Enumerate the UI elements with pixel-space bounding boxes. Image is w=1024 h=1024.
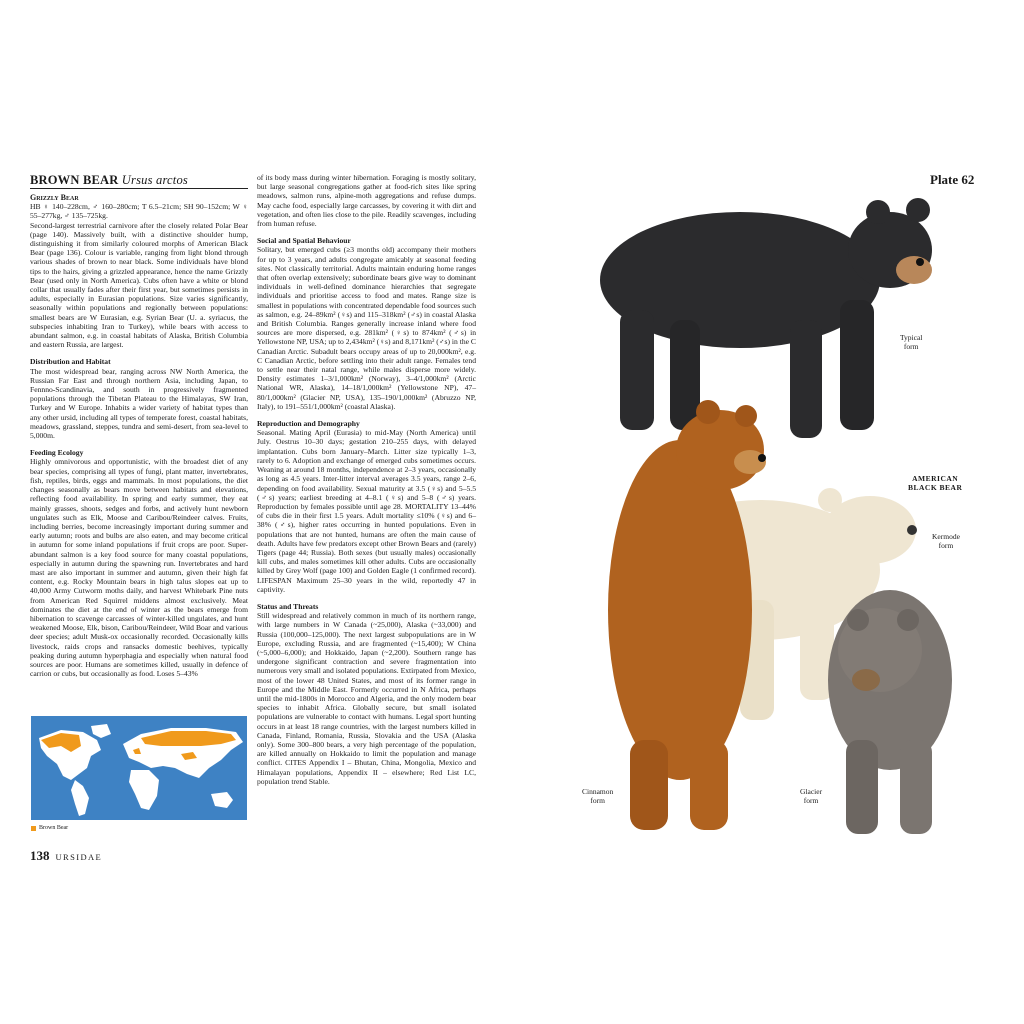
species-title: BROWN BEAR Ursus arctos bbox=[30, 173, 248, 189]
bear-illustrations bbox=[560, 180, 963, 840]
paragraph: Still widespread and relatively common in much of its northern range, with large numbers in W Canada (~25,000), Alaska (~33,000) and Russia (100,000–125,000). The next largest subpopulations are in W Europe, excluding Russia, and are fragmented (~15,400); W China (~5,000–6,000); and Hokkaido, Japan (~2,200). Southern range has undergone significant contraction and severe fragmentation into numerous very small and isolated populations. Extirpated from Mexico, most of the lower 48 United States, and most of its former range in Europe and the Middle East. Formerly occurred in N Africa, perhaps until the mid-1800s in Morocco and Algeria, and the only modern bear species to inhabit Africa. Globally secure, but small isolated populations are vulnerable to contact with humans. Legal sport hunting occurs in at least 18 range countries, with the largest numbers killed in Canada, Finland, Romania, Russia, Slovakia and the USA (Alaska only). Some 300–800 bears, a very high percentage of the population, are killed annually on Hokkaido to limit the population and manage conflict. CITES Appendix I – Bhutan, China, Mongolia, Mexico and Himalayan populations, Appendix II – elsewhere; Red List LC, population trend Stable. bbox=[257, 611, 476, 786]
caption-glacier-form: Glacier form bbox=[800, 787, 823, 805]
caption-cinnamon-form: Cinnamon form bbox=[582, 787, 614, 805]
text-column-left bbox=[30, 173, 248, 678]
section-heading: Reproduction and Demography bbox=[257, 419, 360, 429]
paragraph: of its body mass during winter hibernation. Foraging is mostly solitary, but large seasonal congregations gather at food-rich sites like spring meadows, salmon runs, alpine-moth aggregations and refuse dumps. May cache food, especially large carcasses, by covering it with dirt and vegetation, and often lies close to the pile. Readily scavenges, including from human refuse. bbox=[257, 173, 476, 229]
section-heading: Social and Spatial Behaviour bbox=[257, 236, 351, 246]
paragraph: HB ♀ 140–228cm, ♂ 160–280cm; T 6.5–21cm; SH 90–152cm; W ♀ 55–277kg, ♂ 135–725kg. bbox=[30, 202, 248, 221]
caption-typical-form: Typical form bbox=[900, 333, 923, 351]
black-bear-illustration bbox=[600, 198, 932, 438]
legend-label: Brown Bear bbox=[39, 825, 69, 831]
range-swatch bbox=[31, 826, 36, 831]
caption-kermode-form: Kermode form bbox=[932, 532, 960, 550]
plate-number: Plate 62 bbox=[930, 172, 975, 187]
species-label: AMERICAN BLACK BEAR bbox=[908, 474, 963, 492]
subheading: Grizzly Bear bbox=[30, 193, 79, 202]
glacier-bear-illustration bbox=[828, 590, 952, 834]
text-column-right bbox=[257, 173, 476, 786]
cinnamon-bear-illustration bbox=[608, 400, 766, 830]
distribution-map bbox=[31, 716, 247, 820]
section-heading: Feeding Ecology bbox=[30, 448, 84, 458]
section-heading: Status and Threats bbox=[257, 601, 319, 611]
paragraph: Seasonal. Mating April (Eurasia) to mid-May (North America) until July. Oestrus 10–30 days; gestation 210–255 days, with delayed implantation. Cubs born January–March. Litter size typically 1–3, rarely to 6. Adoption and exchange of emerged cubs sometimes occurs. Weaning at around 18 months, independence at 2–3 years, occasionally as long as 4.5 years. Inter-litter interval averages 3.5 years, range 2–6, depending on food availability. Sexual maturity at 3.5 (♀s) and 5–5.5 (♂s) years; earliest breeding at 4–8.1 (♀s) and 5–8 (♂s) years. Reproduction by females possible until age 28. MORTALITY 13–44% of cubs die in their first 1.5 years. Adult mortality ≤10% (♀s) and 6–38% (♂s), higher rates occurring in hunted populations. Even in populations that are not hunted, humans are often the main cause of death. Adults have few predators except other Brown Bears and (rarely) Tigers (page 44; Russia). Both sexes (but usually males) occasionally kill cubs, and males sometimes kill other adults. Cubs are occasionally killed by Grey Wolf (page 100) and Golden Eagle (1 confirmed record). LIFESPAN Maximum 25–30 years in the wild, reportedly 47 in captivity. bbox=[257, 428, 476, 594]
paragraph: The most widespread bear, ranging across NW North America, the Russian Far East and through northern Asia, including Japan, to Fennno-Scandinavia, and south in progressively fragmented populations through the Tibetan Plateau to the Himalayas, SW Iran, Turkey and W Europe. Inhabits a wider variety of habitat types than any other ursid, including all types of temperate forest, coastal habitats, meadows, grassland, steppes, tundra and semi-desert, from sea-level to 5,000m. bbox=[30, 366, 248, 441]
paragraph: Highly omnivorous and opportunistic, with the broadest diet of any bear species, comprising all types of fungi, plant matter, invertebrates, fish, reptiles, birds, eggs and mammals. In most populations, the diet changes seasonally as bears move between habitats and elevations, reflecting food availability. In spring and early summer, they eat mainly grasses, shoots, sedges and forbs, and actively hunt newborn ungulates such as Elk, Moose and Caribou/Reindeer calves. Fruits, including berries, become increasingly important during summer and early autumn; roots and bulbs are also eaten, and may become critical in autumn for some inland populations if fruit crops are poor. Super-abundant salmon is a key food source for many coastal populations, especially in autumn during the spawning run. Invertebrates and hard mast are also important in summer and autumn, given their high fat content, e.g. Rocky Mountain bears in high talus slopes eat up to 40,000 Army Cutworm moths daily, and harvest Whitebark Pine nuts from American Red Squirrel middens almost exclusively. Meat dominates the diet at the end of winter as the bears emerge from hibernation to scavenge carcasses of winter-killed ungulates, and hunt weakened Moose, Elk, bison, Caribou/Reindeer, Wild Boar and various deer species; adult Musk-ox occasionally recorded. Occasionally kills livestock, raids crops and ransacks domestic beehives, typically peaking during autumn hyperphagia and especially when natural food sources are poor. Humans are sometimes killed, usually in defence of carrion or cubs, but occasionally as food. Loses 5–43% bbox=[30, 457, 248, 679]
map-legend bbox=[31, 825, 68, 831]
paragraph: Solitary, but emerged cubs (≥3 months old) accompany their mothers for up to 3 years, and adults congregate amicably at seasonal feeding sites. Not classically territorial. Adults maintain enduring home ranges that often overlap extensively; subordinate bears give way to dominant individuals in well-defined dominance hierarchies that segregate individuals and prioritise access to food and mates. Range size is smallest in populations with concentrated dependable food sources such as salmon, e.g. 24–89km² (♀s) and 115–318km² (♂s) in coastal Alaska and British Columbia. Ranges generally increase inland where food sources are more dispersed, e.g. 281km² (♀s) to 874km² (♂s) in Yellowstone NP, USA; up to 2,434km² (♀s) and 8,171km² (♂s) in the C Canadian Arctic. Subadult bears occupy areas of up to 20,000km², e.g. C Canadian Arctic, before settling into their adult range. Females tend to settle near their natal range, while males disperse more widely. Density estimates 1–3/1,000km² (Norway), 3–4/1,000km² (Arctic National WR, Alaska), 14–18/1,000km² (Yellowstone NP), 47–80/1,000km² (Glacier NP, USA), 135–190/1,000km² (Abruzzo NP, Italy), to 191–551/1,000km² (coastal Alaska). bbox=[257, 245, 476, 411]
section-heading: Distribution and Habitat bbox=[30, 357, 111, 367]
paragraph: Second-largest terrestrial carnivore after the closely related Polar Bear (page 140). Massively built, with a distinctive shoulder hump, distinguishing it from similarly coloured morphs of American Black Bear (page 136). Colour is variable, ranging from light blond through various shades of brown to near black. Some individuals have blond tips to the hairs, giving a grizzled appearance, hence the name Grizzly Bear (used only in North America). Cubs often have a white or blond collar that usually fades after their first year, but sometimes persists in adults, especially in Eurasian populations. Size varies significantly, seasonally within populations and regionally between populations: smallest bears are W Eurasian, e.g. Syrian Bear (U. a. syriacus, the subspecies inhabiting Iran to Turkey), while bears with access to abundant salmon, e.g. in coastal habitats of Alaska, British Columbia and eastern Russia, are largest. bbox=[30, 220, 248, 350]
page-folio: 138 URSIDAE bbox=[30, 848, 103, 863]
